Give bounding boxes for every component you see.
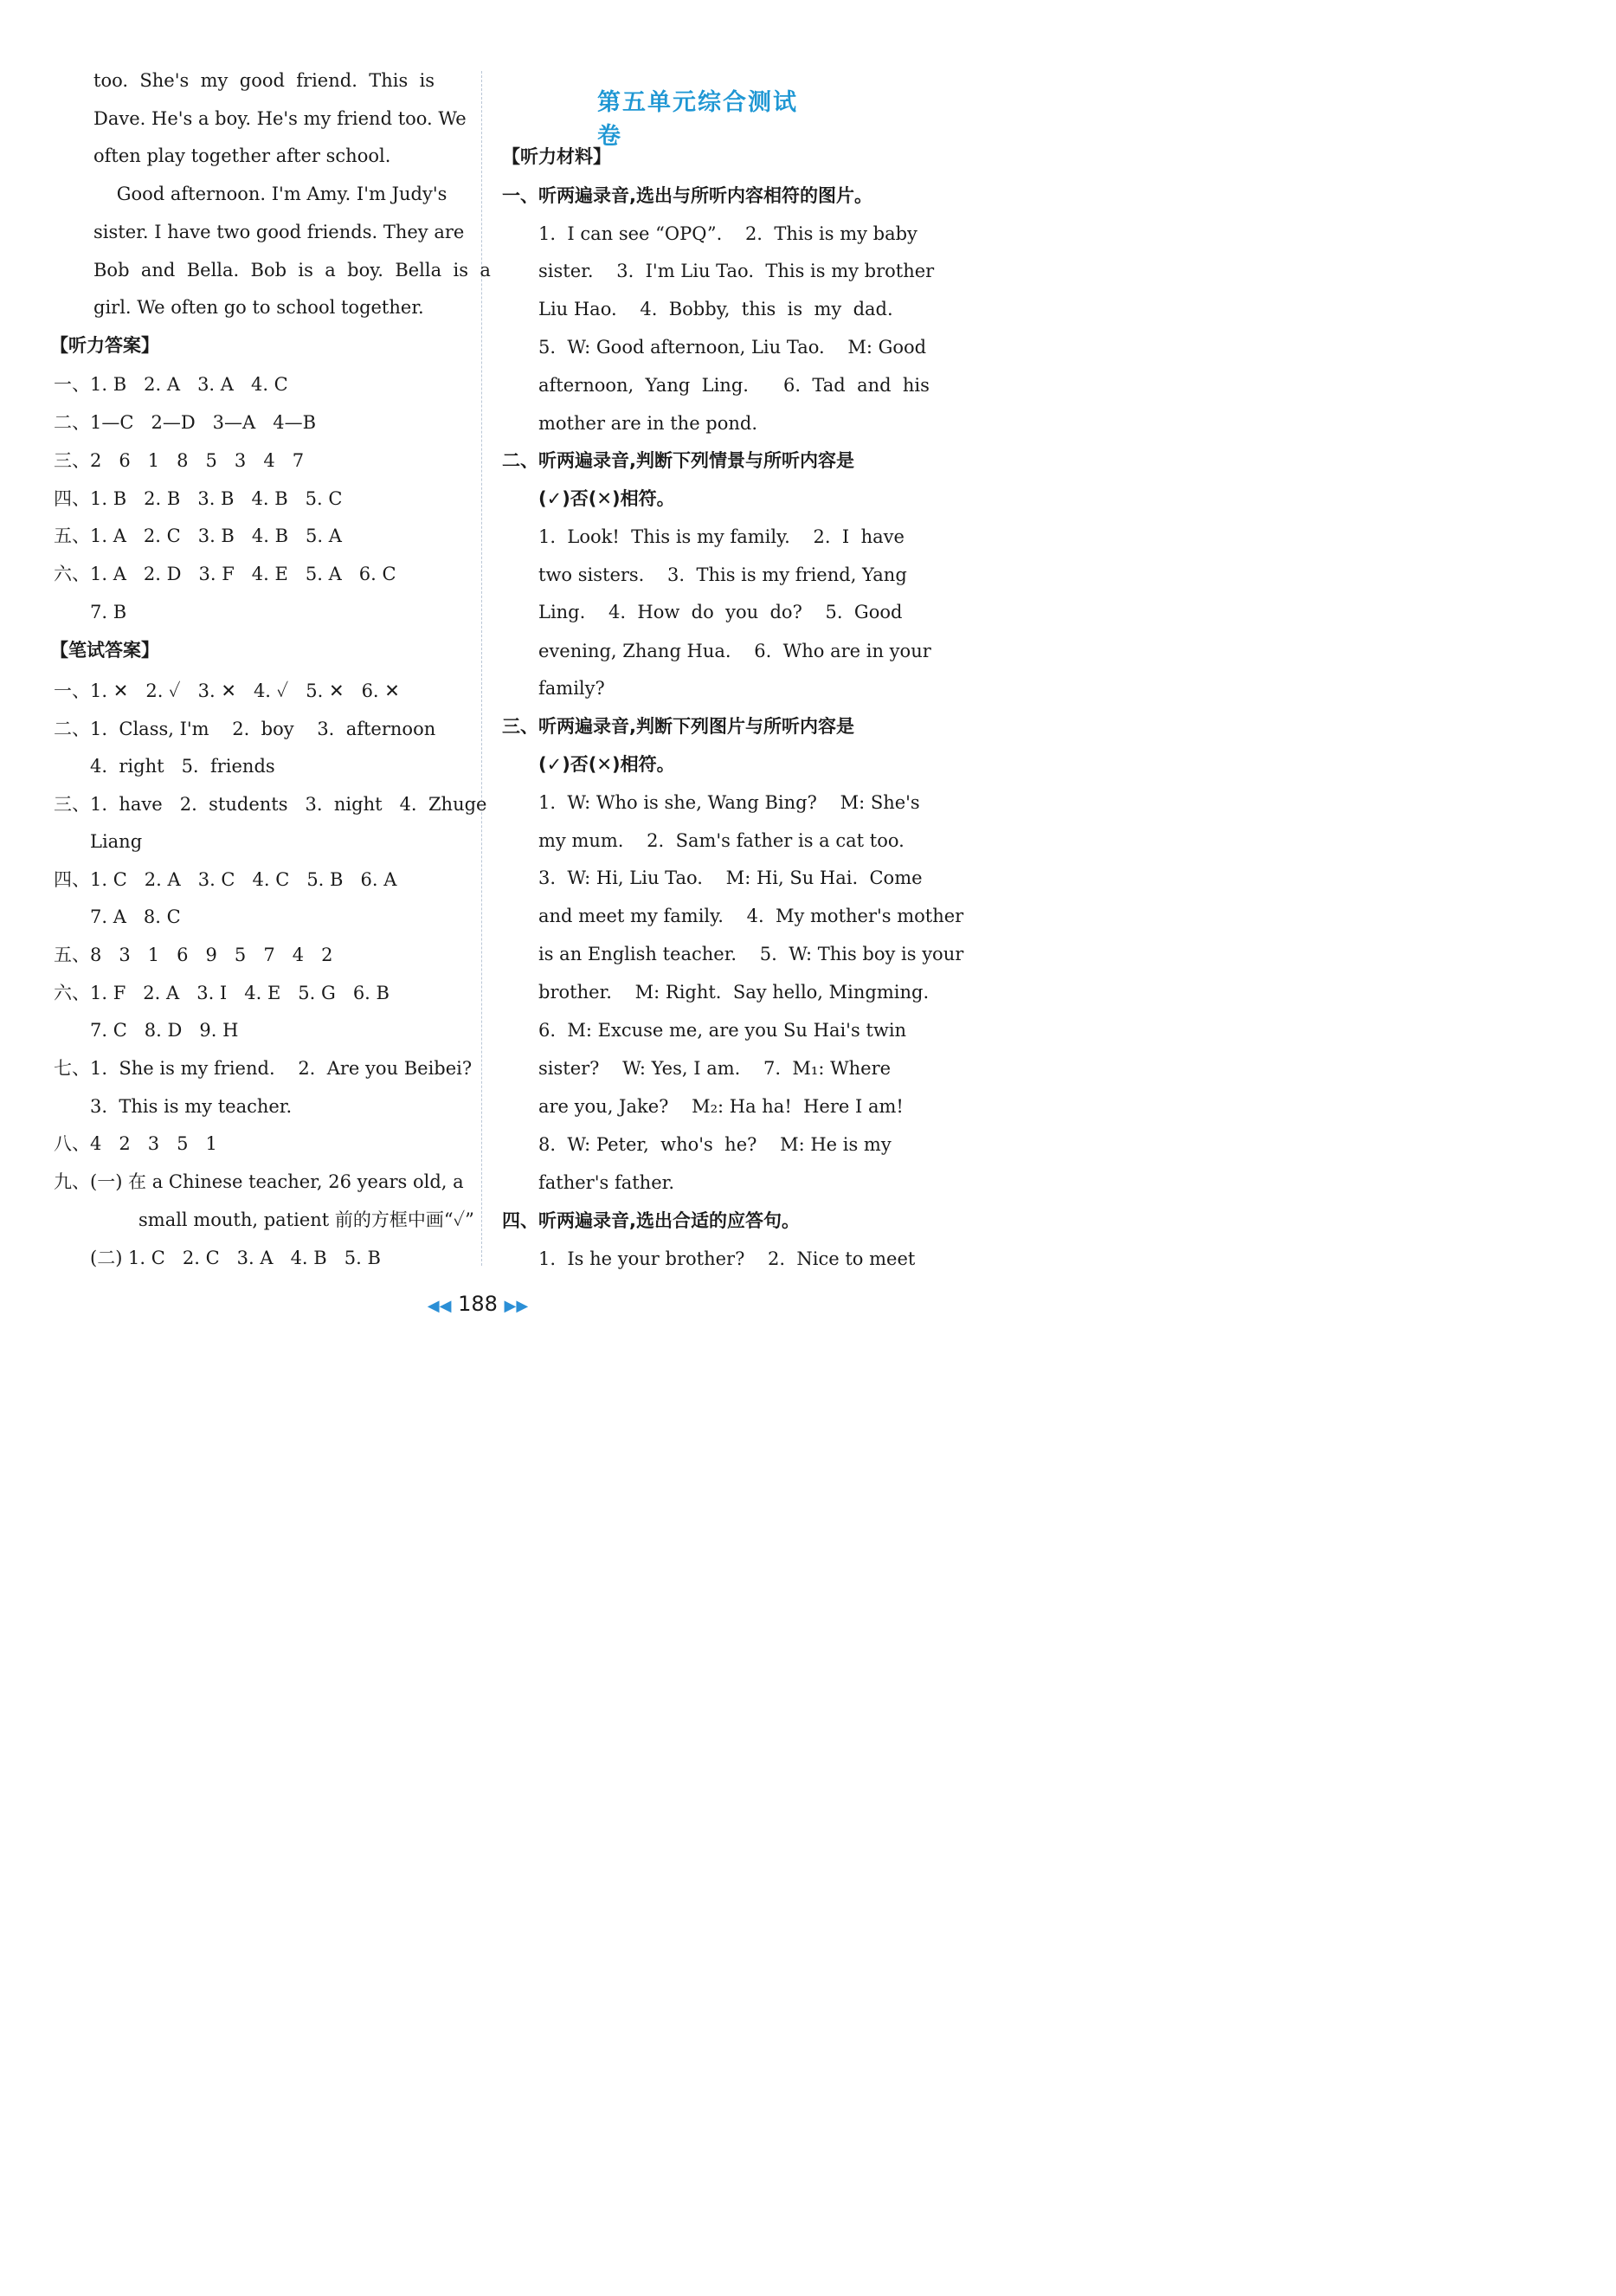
text-line: evening, Zhang Hua. 6. Who are in your	[538, 641, 931, 661]
text-line: afternoon, Yang Ling. 6. Tad and his	[538, 375, 930, 396]
answer-line: 7. B	[90, 602, 127, 622]
text-line: are you, Jake? M₂: Ha ha! Here I am!	[538, 1096, 904, 1117]
text-line: my mum. 2. Sam's father is a cat too.	[538, 830, 905, 851]
text-line: Dave. He's a boy. He's my friend too. We	[93, 108, 467, 129]
section-heading-listening-answers: 【听力答案】	[50, 335, 159, 356]
answer-line: 四、1. C 2. A 3. C 4. C 5. B 6. A	[54, 869, 397, 890]
text-line: 3. W: Hi, Liu Tao. M: Hi, Su Hai. Come	[538, 867, 923, 888]
answer-line: 一、1. B 2. A 3. A 4. C	[54, 374, 288, 395]
answer-line: 一、1. ✕ 2. ✓ 3. ✕ 4. ✓ 5. ✕ 6. ✕	[54, 680, 400, 701]
text-line: 1. Is he your brother? 2. Nice to meet	[538, 1248, 916, 1269]
text-line: Good afternoon. I'm Amy. I'm Judy's	[93, 184, 447, 204]
question-heading: 三、听两遍录音,判断下列图片与所听内容是	[502, 716, 854, 737]
text-line: sister? W: Yes, I am. 7. M₁: Where	[538, 1058, 892, 1079]
answer-line: 六、1. A 2. D 3. F 4. E 5. A 6. C	[54, 564, 396, 584]
text-line: girl. We often go to school together.	[93, 297, 424, 318]
question-heading: 二、听两遍录音,判断下列情景与所听内容是	[502, 450, 854, 471]
text-line: sister. 3. I'm Liu Tao. This is my brother	[538, 261, 935, 281]
text-line: 1. Look! This is my family. 2. I have	[538, 526, 905, 547]
answer-line: 7. C 8. D 9. H	[90, 1020, 239, 1041]
answer-line: 二、1—C 2—D 3—A 4—B	[54, 412, 317, 433]
answer-line: 四、1. B 2. B 3. B 4. B 5. C	[54, 488, 343, 509]
text-line: Liu Hao. 4. Bobby, this is my dad.	[538, 299, 893, 319]
section-heading-listening-material: 【听力材料】	[502, 146, 611, 167]
column-divider	[481, 71, 482, 1266]
text-line: sister. I have two good friends. They are	[93, 222, 465, 242]
answer-line: 七、1. She is my friend. 2. Are you Beibei?	[54, 1058, 473, 1079]
page-number: 188	[458, 1292, 498, 1316]
section-title: 第五单元综合测试卷	[597, 89, 798, 150]
text-line: 1. I can see “OPQ”. 2. This is my baby	[538, 223, 917, 244]
answer-line: 三、1. have 2. students 3. night 4. Zhuge	[54, 794, 487, 815]
answer-line: 五、8 3 1 6 9 5 7 4 2	[54, 945, 333, 965]
next-page-icon[interactable]: ▶▶	[504, 1297, 529, 1315]
text-line: mother are in the pond.	[538, 413, 758, 434]
text-line: Ling. 4. How do you do? 5. Good	[538, 602, 903, 622]
answer-line: 三、2 6 1 8 5 3 4 7	[54, 450, 305, 471]
answer-line: 4. right 5. friends	[90, 756, 275, 777]
text-line: brother. M: Right. Say hello, Mingming.	[538, 982, 930, 1003]
text-line: 1. W: Who is she, Wang Bing? M: She's	[538, 792, 920, 813]
text-line: too. She's my good friend. This is	[93, 70, 435, 91]
text-line: father's father.	[538, 1172, 675, 1193]
text-line: two sisters. 3. This is my friend, Yang	[538, 564, 907, 585]
answer-line: 二、1. Class, I'm 2. boy 3. afternoon	[54, 719, 436, 739]
text-line: and meet my family. 4. My mother's mother	[538, 906, 964, 926]
text-line: Bob and Bella. Bob is a boy. Bella is a	[93, 260, 491, 281]
answer-line: 3. This is my teacher.	[90, 1096, 293, 1117]
prev-page-icon[interactable]: ◀◀	[427, 1297, 452, 1315]
question-heading: (✓)否(✕)相符。	[538, 754, 675, 775]
text-line: family?	[538, 678, 605, 699]
answer-line: 九、(一) 在 a Chinese teacher, 26 years old, a	[54, 1171, 464, 1192]
text-line: 5. W: Good afternoon, Liu Tao. M: Good	[538, 337, 927, 358]
answer-line: 五、1. A 2. C 3. B 4. B 5. A	[54, 526, 342, 546]
answer-line: small mouth, patient 前的方框中画“✓”	[138, 1209, 474, 1230]
answer-line: Liang	[90, 831, 143, 852]
section-heading-written-answers: 【笔试答案】	[50, 640, 159, 661]
answer-line: 六、1. F 2. A 3. I 4. E 5. G 6. B	[54, 983, 390, 1003]
text-line: is an English teacher. 5. W: This boy is your	[538, 944, 964, 964]
answer-line: 7. A 8. C	[90, 906, 181, 927]
question-heading: 四、听两遍录音,选出合适的应答句。	[502, 1210, 800, 1231]
text-line: often play together after school.	[93, 145, 391, 166]
question-heading: (✓)否(✕)相符。	[538, 488, 675, 509]
page-footer	[0, 1292, 956, 1316]
text-line: 8. W: Peter, who's he? M: He is my	[538, 1134, 892, 1155]
question-heading: 一、听两遍录音,选出与所听内容相符的图片。	[502, 185, 872, 206]
text-line: 6. M: Excuse me, are you Su Hai's twin	[538, 1020, 907, 1041]
answer-line: (二) 1. C 2. C 3. A 4. B 5. B	[90, 1248, 381, 1268]
answer-line: 八、4 2 3 5 1	[54, 1133, 217, 1154]
